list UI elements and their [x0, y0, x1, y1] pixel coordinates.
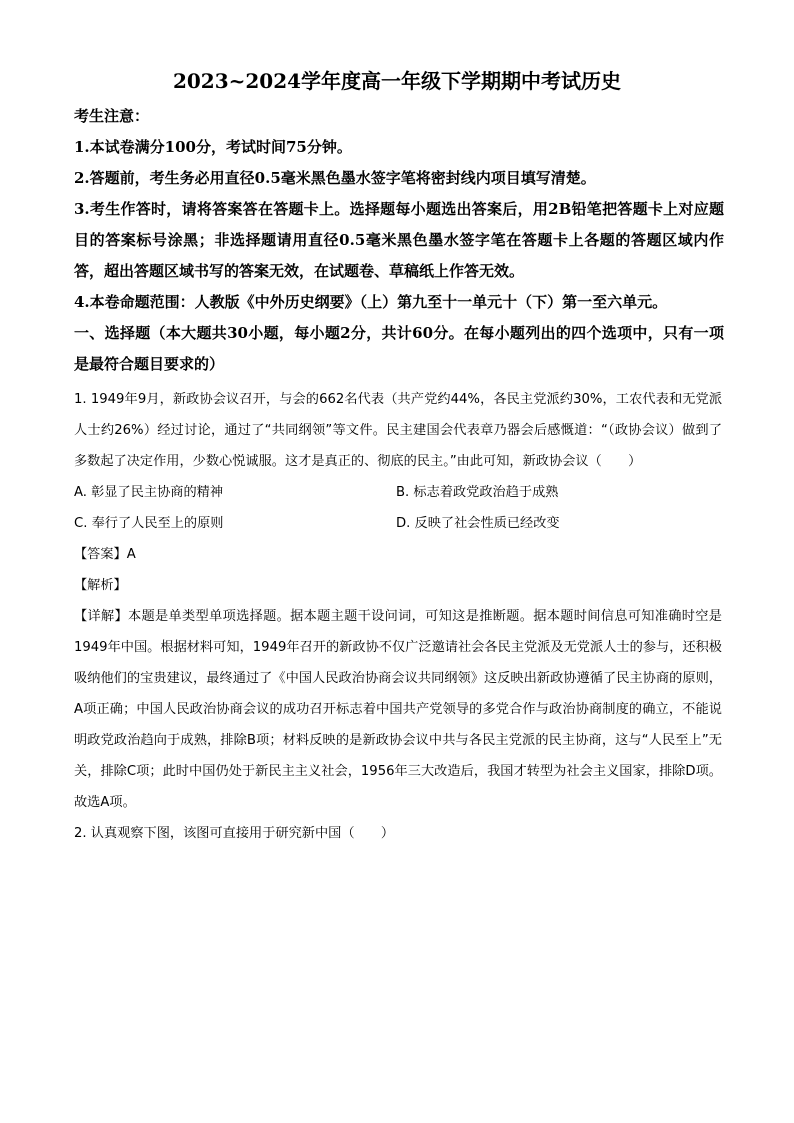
question-1 [74, 384, 722, 849]
analysis-label: 【解析】 [74, 578, 127, 593]
question-2-stem: 2. 认真观察下图，该图可直接用于研究新中国（ ） [74, 826, 395, 841]
notice-heading: 考生注意： [74, 107, 150, 125]
question-1-options [74, 477, 722, 539]
exam-title: 2023~2024学年度高一年级下学期期中考试历史 [172, 69, 622, 93]
section-heading: 一、选择题（本大题共30小题，每小题2分，共计60分。在每小题列出的四个选项中，只有一项是最符合题目要求的） [74, 324, 724, 373]
notice-item-4: 4.本卷命题范围：人教版《中外历史纲要》（上）第九至十一单元十（下）第一至六单元。 [74, 293, 668, 311]
candidate-notice [74, 101, 724, 380]
question-1-stem: 1. 1949年9月，新政协会议召开，与会的662名代表（共产党约44%，各民主党派约30%，工农代表和无党派人士约26%）经过讨论，通过了“共同纲领”等文件。民主建国会代表章乃器会后感慨道：“（政协会议）做到了多数起了决定作用，少数心悦诚服。这才是真正的、彻底的民主。”由此可知，新政协会议（ ） [74, 392, 723, 469]
option-b: B. 标志着政党政治趋于成熟 [396, 485, 559, 500]
option-c: C. 奉行了人民至上的原则 [74, 516, 224, 531]
notice-item-2: 2.答题前，考生务必用直径0.5毫米黑色墨水签字笔将密封线内项目填写清楚。 [74, 169, 596, 187]
option-a: A. 彰显了民主协商的精神 [74, 485, 224, 500]
detailed-explanation: 【详解】本题是单类型单项选择题。据本题主题干设问词，可知这是推断题。据本题时间信息可知准确时空是1949年中国。根据材料可知，1949年召开的新政协不仅广泛邀请社会各民主党派及无党派人士的参与，还积极吸纳他们的宝贵建议，最终通过了《中国人民政治协商会议共同纲领》这反映出新政协遵循了民主协商的原则，A项正确；中国人民政治协商会议的成功召开标志着中国共产党领导的多党合作与政治协商制度的确立，不能说明政党政治趋向于成熟，排除B项；材料反映的是新政协会议中共与各民主党派的民主协商，这与“人民至上”无关，排除C项；此时中国仍处于新民主主义社会，1956年三大改造后，我国才转型为社会主义国家，排除D项。故选A项。 [74, 609, 722, 810]
notice-item-3: 3.考生作答时，请将答案答在答题卡上。选择题每小题选出答案后，用2B铅笔把答题卡上对应题目的答案标号涂黑；非选择题请用直径0.5毫米黑色墨水签字笔在答题卡上各题的答题区域内作答，超出答题区域书写的答案无效，在试题卷、草稿纸上作答无效。 [74, 200, 724, 280]
notice-item-1: 1.本试卷满分100分，考试时间75分钟。 [74, 138, 352, 156]
answer-label: 【答案】A [74, 547, 136, 562]
option-d: D. 反映了社会性质已经改变 [396, 516, 560, 531]
